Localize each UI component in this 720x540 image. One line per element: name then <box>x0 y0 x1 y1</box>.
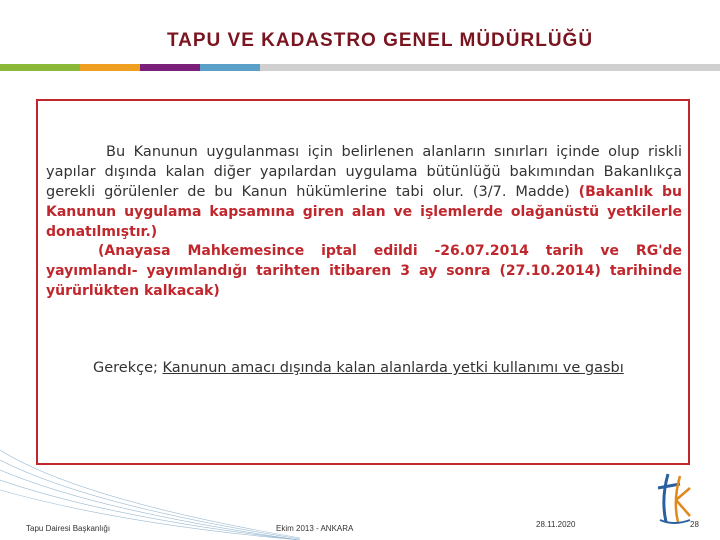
footer-location-date: Ekim 2013 - ANKARA <box>276 524 354 533</box>
reason-prefix: Gerekçe; <box>93 360 163 376</box>
page-number: 28 <box>690 520 699 529</box>
tkgm-logo-icon <box>654 470 694 528</box>
color-bar <box>0 64 720 71</box>
paragraph-scope <box>46 142 682 242</box>
footer-date: 28.11.2020 <box>536 520 576 529</box>
reason-text: Kanunun amacı dışında kalan alanlarda yetki kullanımı ve gasbı <box>162 360 624 376</box>
slide-title: TAPU VE KADASTRO GENEL MÜDÜRLÜĞÜ <box>166 30 594 51</box>
paragraph-annulment <box>46 241 682 301</box>
footer-organization: Tapu Dairesi Başkanlığı <box>26 524 111 533</box>
content-box <box>36 99 690 465</box>
paragraph-scope-note: (Bakanlık bu Kanunun uygulama kapsamına giren alan ve işlemlerde olağanüstü yetkilerle donatılmıştır.) <box>46 184 682 240</box>
paragraph-reason <box>46 358 682 378</box>
annulment-note: (Anayasa Mahkemesince iptal edildi -26.07.2014 tarih ve RG'de yayımlandı- yayımlandığı tarihten itibaren 3 ay sonra (27.10.2014) tarihinde yürürlükten kalkacak) <box>46 243 682 299</box>
paragraph-scope-text: Bu Kanunun uygulanması için belirlenen alanların sınırları içinde olup riskli yapılar dışında kalan diğer yapılardan uygulama bütünlüğü bakımından Bakanlıkça gerekli görülenler de bu Kanun hükümlerine tabi olur. (3/7. Madde) <box>46 144 682 200</box>
